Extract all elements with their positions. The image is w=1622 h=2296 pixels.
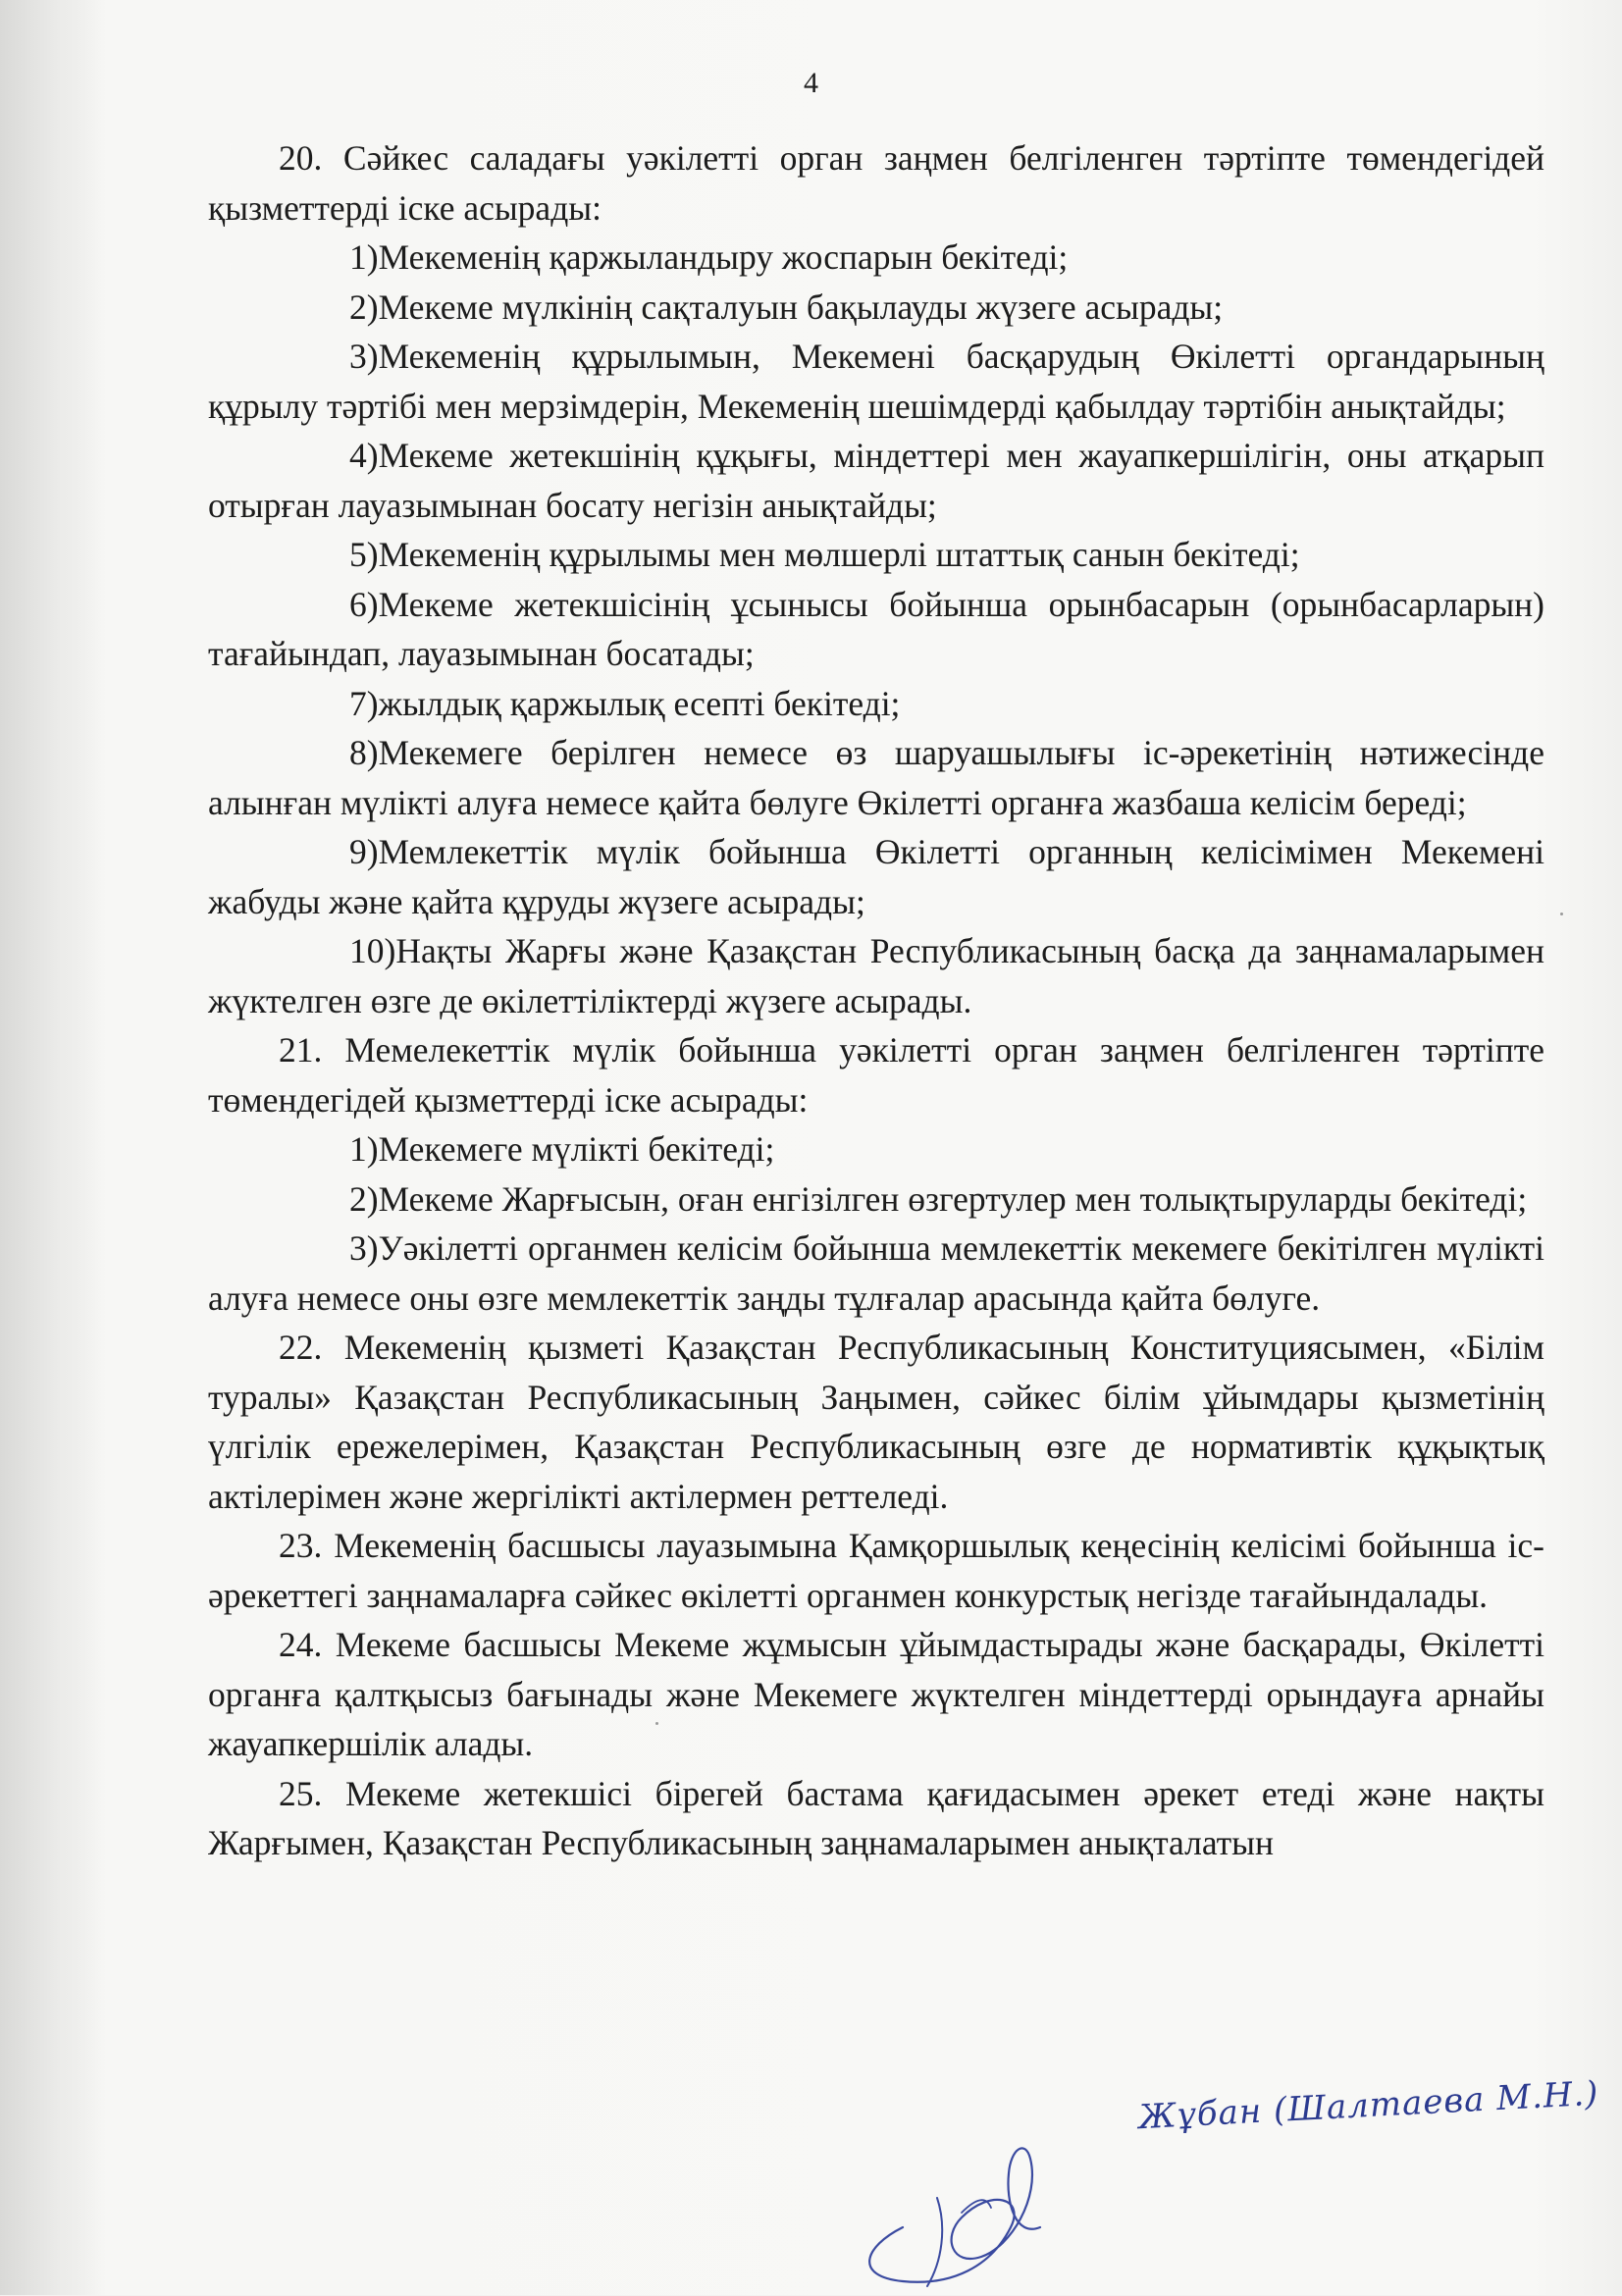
list-item	[208, 233, 1544, 283]
list-item-number: 2)	[349, 287, 379, 327]
paragraph-text: Мекеме жетекшісінің ұсынысы бойынша орынбасарын (орынбасарларын) тағайындап, лауазымынан босатады;	[208, 584, 1544, 673]
paragraph-text: Мекемеге берілген немесе өз шаруашылығы іс-әрекетінің нәтижесінде алынған мүлікті алуға немесе қайта бөлуге Өкілетті органға жазбаша келісім береді;	[208, 733, 1544, 822]
paragraph-text: жылдық қаржылық есепті бекітеді;	[378, 683, 901, 723]
list-item	[208, 679, 1544, 729]
list-item	[208, 1224, 1544, 1323]
paragraph-text: Мекеме Жарғысын, оған енгізілген өзгертулер мен толықтыруларды бекітеді;	[378, 1178, 1528, 1219]
paragraph-text: Мекеменің қаржыландыру жоспарын бекітеді;	[378, 237, 1069, 277]
list-item-number: 10)	[349, 931, 396, 970]
paragraph-text: Нақты Жарғы және Қазақстан Республикасының басқа да заңнамаларымен жүктелген өзге де өкілеттіліктерді жүзеге асырады.	[208, 931, 1544, 1020]
handwritten-name: Жұбан (Шалтаева М.Н.)	[1137, 2073, 1600, 2138]
scan-speck	[1560, 913, 1563, 915]
paragraph-text: 23. Мекеменің басшысы лауазымына Қамқоршылық кеңесінің келісімі бойынша іс-әрекеттегі заңнамаларға сәйкес өкілетті органмен конкурстық негізде тағайындалады.	[208, 1526, 1544, 1615]
paragraph	[208, 1620, 1544, 1769]
paragraph-text: Мекеменің құрылымы мен мөлшерлі штаттық санын бекітеді;	[378, 535, 1300, 574]
paragraph-text: Мекеме мүлкінің сақталуын бақылауды жүзеге асырады;	[378, 287, 1224, 327]
list-item	[208, 1124, 1544, 1174]
document-body	[208, 133, 1544, 1868]
paragraph-text: 21. Мемелекеттік мүлік бойынша уәкілетті орган заңмен белгіленген тәртіпте төмендегідей қызметтерді іске асырады:	[208, 1030, 1544, 1120]
paragraph-text: Мекемеге мүлікті бекітеді;	[378, 1129, 775, 1169]
list-item-number: 9)	[349, 832, 379, 871]
list-item	[208, 926, 1544, 1025]
list-item-number: 1)	[349, 237, 379, 277]
list-item-number: 5)	[349, 535, 379, 574]
list-item-number: 3)	[349, 1228, 379, 1268]
page-number: 4	[804, 67, 818, 99]
list-item	[208, 728, 1544, 827]
signature-area	[844, 2073, 1609, 2296]
scan-edge-shadow	[0, 0, 103, 2295]
list-item	[208, 1174, 1544, 1225]
paragraph-text: 20. Сәйкес саладағы уәкілетті орган заңмен белгіленген тәртіпте төмендегідей қызметтерді іске асырады:	[208, 138, 1544, 228]
list-item	[208, 431, 1544, 530]
paragraph	[208, 1769, 1544, 1868]
paragraph	[208, 1323, 1544, 1521]
paragraph-text: 24. Мекеме басшысы Мекеме жұмысын ұйымдастырады және басқарады, Өкілетті органға қалтқысыз бағынады және Мекемеге жүктелген міндеттерді орындауға арнайы жауапкершілік алады.	[208, 1625, 1544, 1763]
list-item-number: 3)	[349, 337, 379, 376]
paragraph-text: 25. Мекеме жетекшісі бірегей бастама қағидасымен әрекет етеді және нақты Жарғымен, Қазақстан Республикасының заңнамаларымен анықталатын	[208, 1773, 1544, 1862]
list-item	[208, 530, 1544, 580]
paragraph-text: Мекеме жетекшінің құқығы, міндеттері мен жауапкершілігін, оны атқарып отырған лауазымынан босату негізін анықтайды;	[208, 436, 1544, 525]
list-item-number: 8)	[349, 733, 379, 772]
paragraph	[208, 1025, 1544, 1124]
paragraph	[208, 1521, 1544, 1620]
list-item-number: 2)	[349, 1178, 379, 1219]
paragraph-text: 22. Мекеменің қызметі Қазақстан Республикасының Конституциясымен, «Білім туралы» Қазақстан Республикасының Заңымен, сәйкес білім ұйымдары қызметінің үлгілік ережелерімен, Қазақстан Республикасының өзге де нормативтік құқықтық актілерімен және жергілікті актілермен реттеледі.	[208, 1328, 1544, 1516]
scan-speck	[655, 1722, 658, 1725]
paragraph-text: Мекеменің құрылымын, Мекемені басқарудың Өкілетті органдарының құрылу тәртібі мен мерзімдерін, Мекеменің шешімдерді қабылдау тәртібін анықтайды;	[208, 337, 1544, 426]
paragraph	[208, 133, 1544, 233]
list-item	[208, 332, 1544, 431]
list-item-number: 4)	[349, 436, 379, 475]
list-item-number: 7)	[349, 683, 379, 723]
handwritten-signature-icon	[844, 2080, 1060, 2296]
paragraph-text: Мемлекеттік мүлік бойынша Өкілетті органның келісімімен Мекемені жабуды және қайта құруды жүзеге асырады;	[208, 832, 1544, 921]
list-item-number: 6)	[349, 584, 379, 624]
paragraph-text: Уәкілетті органмен келісім бойынша мемлекеттік мекемеге бекітілген мүлікті алуға немесе оны өзге мемлекеттік заңды тұлғалар арасында қайта бөлуге.	[208, 1228, 1544, 1318]
list-item	[208, 580, 1544, 679]
list-item	[208, 827, 1544, 926]
list-item-number: 1)	[349, 1129, 379, 1169]
list-item	[208, 283, 1544, 333]
